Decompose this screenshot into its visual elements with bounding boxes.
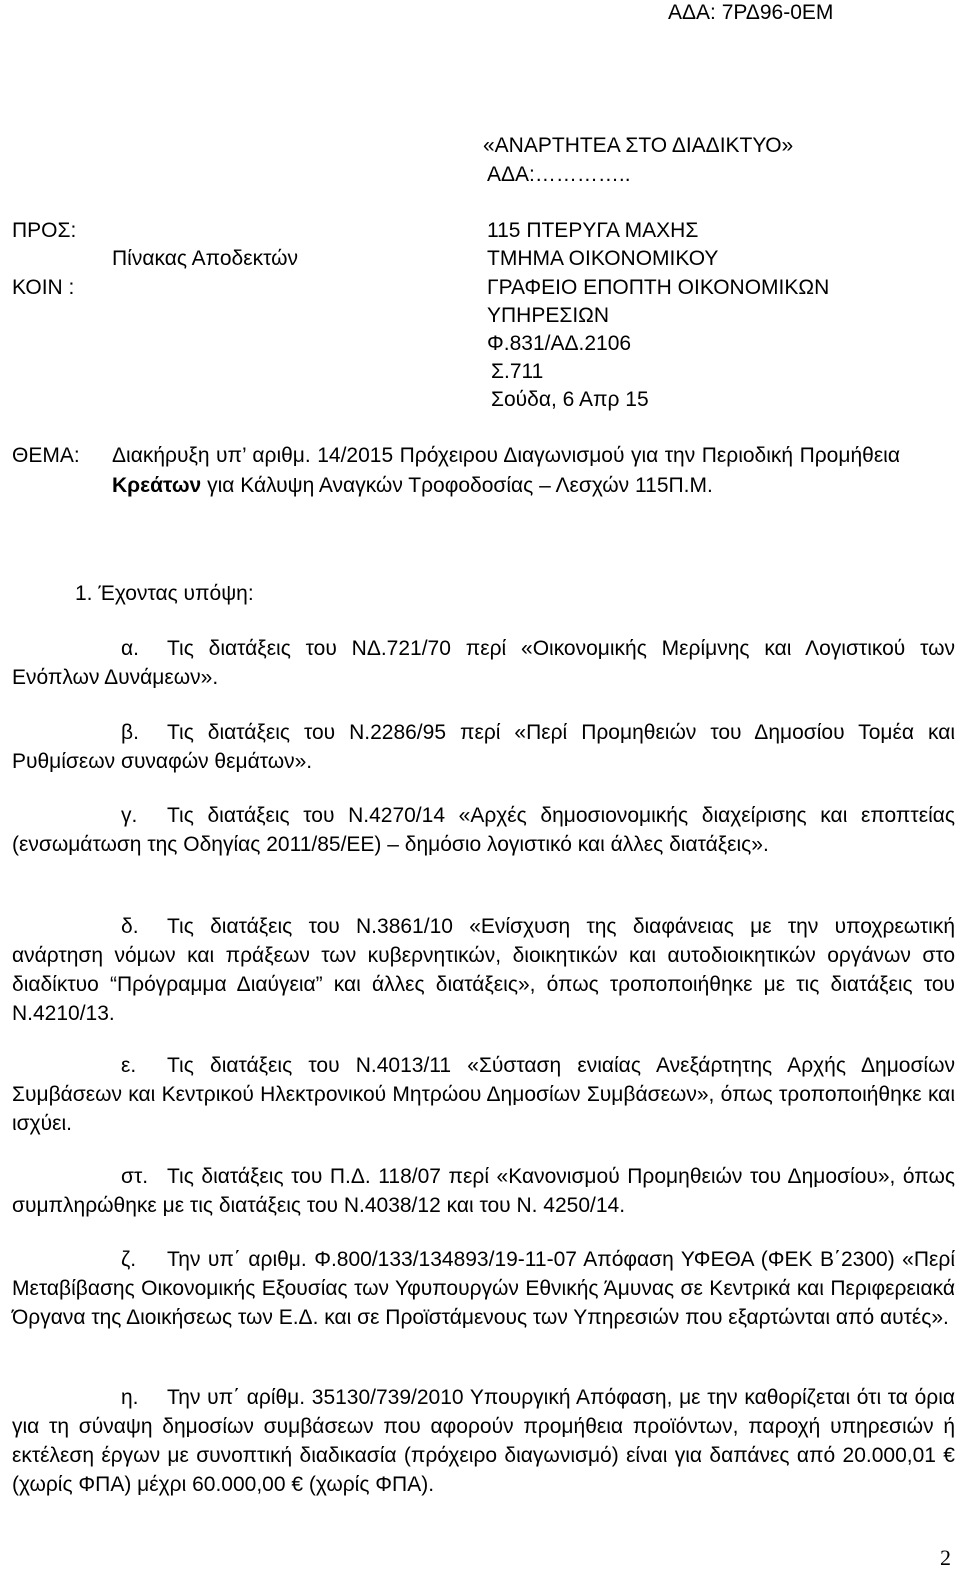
publish-notice: «ΑΝΑΡΤΗΤΕΑ ΣΤΟ ΔΙΑΔΙΚΤΥΟ» bbox=[483, 134, 794, 157]
item-d bbox=[12, 912, 955, 1028]
section-heading: 1. Έχοντας υπόψη: bbox=[75, 582, 254, 605]
item-h bbox=[12, 1383, 955, 1499]
item-a-label: α. bbox=[121, 637, 139, 660]
ada-code-top: ΑΔΑ: 7ΡΔ96-0ΕΜ bbox=[668, 1, 834, 24]
item-d-label: δ. bbox=[121, 915, 139, 938]
subject-text-part1: Διακήρυξη υπ’ αριθμ. 14/2015 Πρόχειρου Διαγωνισμού για την Περιοδική Προμήθεια bbox=[112, 444, 900, 467]
to-label: ΠΡΟΣ: bbox=[12, 219, 77, 242]
item-c bbox=[12, 801, 955, 859]
ada-placeholder: ΑΔΑ:………….. bbox=[487, 163, 631, 186]
item-e-text: Τις διατάξεις του Ν.4013/11 «Σύσταση ενιαίας Ανεξάρτητης Αρχής Δημοσίων Συμβάσεων και Κεντρικού Ηλεκτρονικού Μητρώου Δημοσίων Συμβάσεων», όπως τροποποιήθηκε και ισχύει. bbox=[12, 1054, 955, 1135]
sender-office-cont: ΥΠΗΡΕΣΙΩΝ bbox=[487, 304, 610, 327]
item-z-text: Την υπ΄ αριθμ. Φ.800/133/134893/19-11-07 Απόφαση ΥΦΕΘΑ (ΦΕΚ Β΄2300) «Περί Μεταβίβασης Οικονομικής Εξουσίας των Υφυπουργών Εθνικής Άμυνας σε Κεντρικά και Περιφερειακά Όργανα της Διοικήσεως των Ε.Δ. και σε Προϊστάμενους των Υπηρεσιών που εξαρτώνται από αυτές». bbox=[12, 1248, 955, 1329]
item-b-label: β. bbox=[121, 721, 139, 744]
page-number: 2 bbox=[940, 1545, 951, 1570]
item-e bbox=[12, 1051, 955, 1138]
sender-unit: 115 ΠΤΕΡΥΓΑ ΜΑΧΗΣ bbox=[487, 219, 699, 242]
file-number: Φ.831/ΑΔ.2106 bbox=[487, 332, 632, 355]
item-c-text: Τις διατάξεις του Ν.4270/14 «Αρχές δημοσιονομικής διαχείρισης και εποπτείας (ενσωμάτωση της Οδηγίας 2011/85/ΕΕ) – δημόσιο λογιστικό και άλλες διατάξεις». bbox=[12, 804, 955, 856]
item-st-text: Τις διατάξεις του Π.Δ. 118/07 περί «Κανονισμού Προμηθειών του Δημοσίου», όπως συμπληρώθηκε με τις διατάξεις του Ν.4038/12 και του Ν. 4250/14. bbox=[12, 1165, 955, 1217]
item-z bbox=[12, 1245, 955, 1332]
subject-text-part2: για Κάλυψη Αναγκών Τροφοδοσίας – Λεσχών 115Π.Μ. bbox=[201, 474, 713, 497]
item-a-text: Τις διατάξεις του ΝΔ.721/70 περί «Οικονομικής Μερίμνης και Λογιστικού των Ενόπλων Δυνάμεων». bbox=[12, 637, 955, 689]
serial-number: Σ.711 bbox=[491, 360, 544, 383]
item-a bbox=[12, 634, 955, 692]
item-h-label: η. bbox=[121, 1386, 139, 1409]
item-h-text: Την υπ΄ αρίθμ. 35130/739/2010 Υπουργική Απόφαση, με την καθορίζεται ότι τα όρια για τη σύναψη δημοσίων συμβάσεων που αφορούν προμήθεια προϊόντων, παροχή υπηρεσιών ή εκτέλεση έργων με συνοπτική διαδικασία (πρόχειρο διαγωνισμό) είναι για δαπάνες από 20.000,01 € (χωρίς ΦΠΑ) μέχρι 60.000,00 € (χωρίς ΦΠΑ). bbox=[12, 1386, 955, 1496]
recipients-table-label: Πίνακας Αποδεκτών bbox=[112, 247, 298, 270]
item-e-label: ε. bbox=[121, 1054, 137, 1077]
item-c-label: γ. bbox=[121, 804, 138, 827]
item-st-label: στ. bbox=[121, 1165, 149, 1188]
subject-label: ΘΕΜΑ: bbox=[12, 444, 80, 467]
item-b-text: Τις διατάξεις του Ν.2286/95 περί «Περί Προμηθειών του Δημοσίου Τομέα και Ρυθμίσεων συναφών θεμάτων». bbox=[12, 721, 955, 773]
sender-department: ΤΜΗΜΑ ΟΙΚΟΝΟΜΙΚΟΥ bbox=[487, 247, 719, 270]
cc-label: ΚΟΙΝ : bbox=[12, 276, 75, 299]
sender-office: ΓΡΑΦΕΙΟ ΕΠΟΠΤΗ ΟΙΚΟΝΟΜΙΚΩΝ bbox=[487, 276, 830, 299]
subject-bold-item: Κρεάτων bbox=[112, 474, 202, 497]
item-d-text: Τις διατάξεις του Ν.3861/10 «Ενίσχυση της διαφάνειας με την υποχρεωτική ανάρτηση νόμων και πράξεων των κυβερνητικών, διοικητικών και αυτοδιοικητικών οργάνων στο διαδίκτυο “Πρόγραμμα Διαύγεια” και άλλες διατάξεις», όπως τροποποιήθηκε με τις διατάξεις του Ν.4210/13. bbox=[12, 915, 955, 1025]
place-date: Σούδα, 6 Απρ 15 bbox=[491, 388, 649, 411]
item-b bbox=[12, 718, 955, 776]
item-st bbox=[12, 1162, 955, 1220]
subject-text bbox=[112, 441, 900, 501]
item-z-label: ζ. bbox=[121, 1248, 137, 1271]
